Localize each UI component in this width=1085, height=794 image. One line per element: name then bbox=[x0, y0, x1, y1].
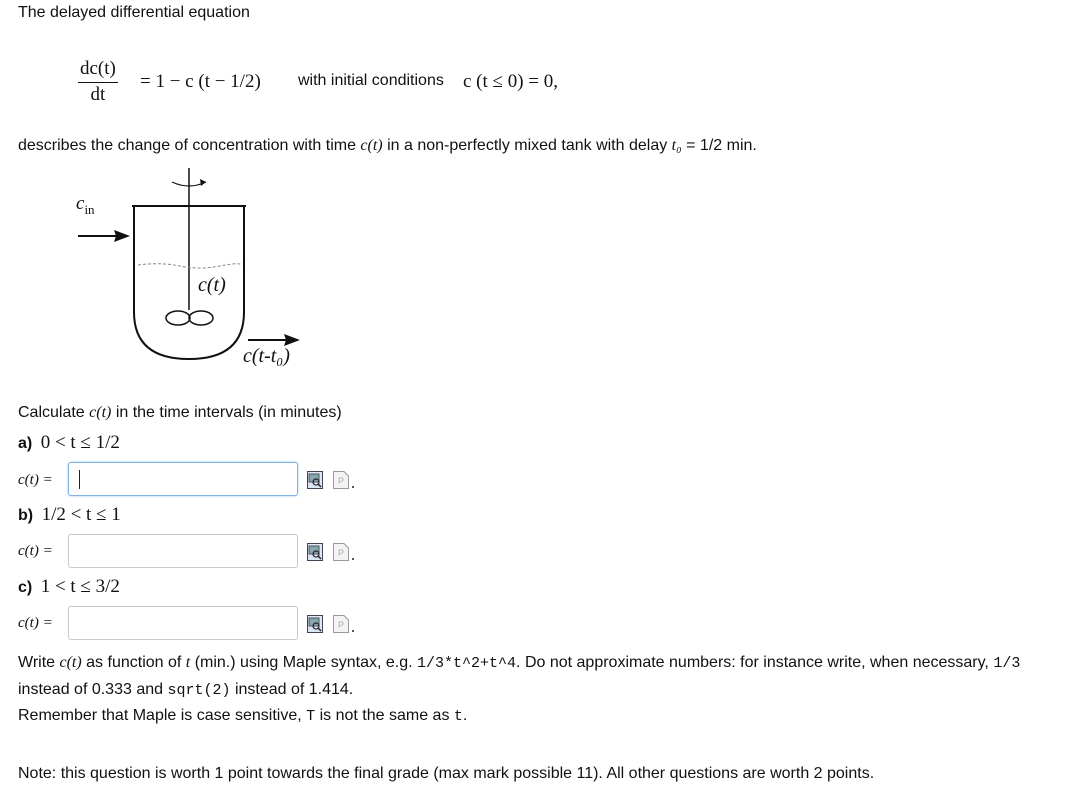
part-b-answer-input[interactable] bbox=[68, 534, 298, 568]
instr-code-fraction: 1/3 bbox=[993, 655, 1021, 672]
cin-subscript: in bbox=[84, 201, 95, 217]
preview-icon[interactable] bbox=[307, 471, 323, 489]
svg-text:P: P bbox=[338, 548, 345, 558]
instr-text: (min.) using Maple syntax, e.g. bbox=[194, 654, 413, 671]
description-ct: c(t) bbox=[360, 137, 383, 154]
description-t0: t₀ bbox=[671, 137, 682, 154]
part-c-label: c(t) = bbox=[18, 615, 53, 631]
description-middle: in a non-perfectly mixed tank with delay bbox=[387, 137, 668, 154]
svg-text:P: P bbox=[338, 620, 345, 630]
part-b-heading bbox=[18, 504, 121, 526]
part-a-answer-input[interactable] bbox=[68, 462, 298, 496]
dot-separator bbox=[352, 486, 354, 488]
inlet-arrowhead bbox=[114, 230, 130, 242]
case-note-lower-t: t bbox=[453, 708, 463, 725]
part-b-interval: 1/2 < t ≤ 1 bbox=[41, 504, 121, 525]
case-note-text: is not the same as bbox=[319, 707, 450, 724]
grade-note: Note: this question is worth 1 point towards the final grade (max mark possible 11). All other questions are worth 2 points. bbox=[18, 765, 875, 782]
dot-separator bbox=[352, 630, 354, 632]
instr-text: as function of bbox=[86, 654, 182, 671]
instr-text: instead of 1.414. bbox=[234, 681, 354, 698]
instructions bbox=[18, 650, 1058, 704]
instr-text: instead of 0.333 and bbox=[18, 681, 164, 698]
tank-concentration-label: c(t) bbox=[198, 274, 226, 296]
instr-ct: c(t) bbox=[59, 654, 82, 671]
part-b-label: c(t) = bbox=[18, 543, 53, 559]
prompt-after: in the time intervals (in minutes) bbox=[115, 404, 342, 421]
part-c-interval: 1 < t ≤ 3/2 bbox=[40, 576, 120, 597]
case-note bbox=[18, 707, 467, 725]
instr-t: t bbox=[185, 654, 191, 671]
case-note-upper-t: T bbox=[306, 708, 316, 725]
part-c-heading bbox=[18, 576, 120, 598]
description-before: describes the change of concentration with time bbox=[18, 137, 356, 154]
preview-icon[interactable] bbox=[307, 615, 323, 633]
liquid-surface bbox=[138, 264, 242, 268]
prompt-line bbox=[18, 404, 342, 422]
part-a-interval: 0 < t ≤ 1/2 bbox=[40, 432, 120, 453]
cin-label bbox=[76, 193, 95, 218]
description-after: = 1/2 min. bbox=[686, 137, 757, 154]
prompt-before: Calculate bbox=[18, 404, 85, 421]
instr-text: necessary, bbox=[912, 654, 989, 671]
dot-separator bbox=[352, 558, 354, 560]
cin-main: c bbox=[76, 193, 85, 214]
part-b-letter: b) bbox=[18, 507, 34, 524]
case-note-text: Remember that Maple is case sensitive, bbox=[18, 707, 302, 724]
preview-icon[interactable] bbox=[307, 543, 323, 561]
help-icon[interactable] bbox=[333, 543, 349, 561]
equation-rhs: = 1 − c (t − 1/2) bbox=[140, 71, 261, 92]
instr-text: Write bbox=[18, 654, 56, 671]
intro-text: The delayed differential equation bbox=[18, 4, 250, 21]
equation-with-text: with initial conditions bbox=[298, 72, 444, 89]
part-c-answer-input[interactable] bbox=[68, 606, 298, 640]
part-c-letter: c) bbox=[18, 579, 33, 596]
text-caret bbox=[79, 470, 80, 489]
part-a-heading bbox=[18, 432, 120, 454]
fraction-denominator: dt bbox=[90, 84, 106, 105]
instr-code-sqrt: sqrt(2) bbox=[167, 682, 231, 699]
equation-initial: c (t ≤ 0) = 0, bbox=[463, 71, 559, 92]
part-a-letter: a) bbox=[18, 435, 33, 452]
case-note-text: . bbox=[462, 707, 468, 724]
help-icon[interactable] bbox=[333, 471, 349, 489]
svg-text:P: P bbox=[338, 476, 345, 486]
help-icon[interactable] bbox=[333, 615, 349, 633]
fraction-numerator: dc(t) bbox=[78, 58, 118, 83]
instr-text: . Do not approximate numbers: for instance write, when bbox=[516, 654, 909, 671]
outlet-concentration-label: c(t-t₀) bbox=[243, 345, 290, 367]
rotation-arrowhead bbox=[200, 179, 206, 186]
impeller-left bbox=[166, 311, 190, 325]
prompt-ct: c(t) bbox=[89, 404, 112, 421]
equation-fraction bbox=[78, 58, 118, 106]
part-a-label: c(t) = bbox=[18, 472, 53, 488]
impeller-right bbox=[189, 311, 213, 325]
description-line bbox=[18, 137, 757, 155]
instr-example-code: 1/3*t^2+t^4 bbox=[417, 655, 517, 672]
